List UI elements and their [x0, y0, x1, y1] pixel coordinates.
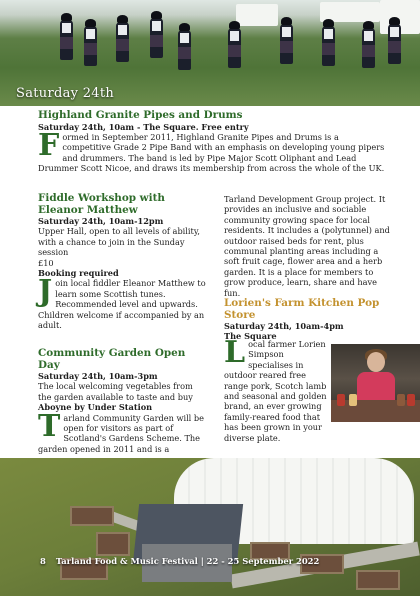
larder-title: Lorien's Farm Kitchen Pop Store [224, 297, 380, 321]
page-number: 8 [40, 556, 46, 566]
larder-time: Saturday 24th, 10am-4pm [224, 321, 344, 331]
photo-community-garden [0, 458, 420, 596]
page-footer [40, 556, 319, 566]
larder-drop-letter: L [224, 335, 246, 370]
photo-pipe-band [0, 0, 420, 106]
garden-body1: The local welcoming vegetables from the garden available to taste and buy [38, 381, 193, 402]
garden-title: Community Garden Open Day [38, 347, 186, 371]
larder-body: Local farmer Lorien Simpson specialises in outdoor reared free range pork, Scotch lamb and seasonal and golden brand, an ever growing family-reared food that has been grown in your diverse plate. [224, 335, 327, 443]
pipes-title: Highland Granite Pipes and Drums [38, 109, 243, 121]
section-garden-continued [224, 194, 392, 298]
larder-venue: The Square [224, 331, 277, 342]
date-label: Saturday 24th [16, 86, 115, 101]
photo-farm-stall [331, 344, 420, 422]
right-col-body: Tarland Development Group project. It provides an inclusive and sociable community growing space for local residents. It includes a (polytunnel) and outdoor raised beds for rent, plus communal planting areas including a soft fruit cage, flower area and a herb garden. It is a place for members to grow produce, learn, share and have fun. [224, 194, 390, 298]
garden-time: Saturday 24th, 10am-3pm [38, 371, 158, 381]
section-larder [224, 298, 392, 342]
pipes-drop-letter: F [38, 127, 60, 163]
fiddle-booking: Booking required [38, 268, 119, 279]
fiddle-time: Saturday 24th, 10am-12pm [38, 216, 164, 226]
fiddle-body1: Upper Hall, open to all levels of ability, with a chance to join in the Sunday session [38, 226, 200, 258]
section-pipes [38, 110, 390, 174]
garden-body2: Tarland Community Garden will be open for visitors as part of Scotland's Gardens Scheme. The garden opened in 2011 and is a [38, 408, 204, 454]
fiddle-price: £10 [38, 257, 54, 268]
garden-venue: Aboyne by Under Station [38, 402, 153, 413]
pipes-meta: Saturday 24th, 10am - The Square. Free entry [38, 121, 249, 132]
fiddle-title-line1: Fiddle Workshop with [38, 192, 165, 204]
fiddle-title-line2: Eleanor Matthew [38, 203, 138, 216]
fiddle-drop-letter: J [38, 274, 53, 310]
garden-drop-letter: T [38, 408, 61, 444]
section-fiddle [38, 193, 206, 330]
section-garden [38, 348, 206, 454]
footer-text: Tarland Food & Music Festival | 22 - 25 September 2022 [55, 556, 320, 566]
fiddle-body2: Join local fiddler Eleanor Matthew to learn some Scottish tunes. Recommended level and upwards. Children welcome if accompanied by an adult. [38, 274, 206, 331]
pipes-body: Formed in September 2011, Highland Granite Pipes and Drums is a competitive Grade 2 Pipe Band with an emphasis on developing young pipers and drummers. The band is led by Pipe Major Scott Oliphant and Lead Drummer Scott Nicoe, and draws its membership from across the whole of the UK. [38, 127, 385, 174]
